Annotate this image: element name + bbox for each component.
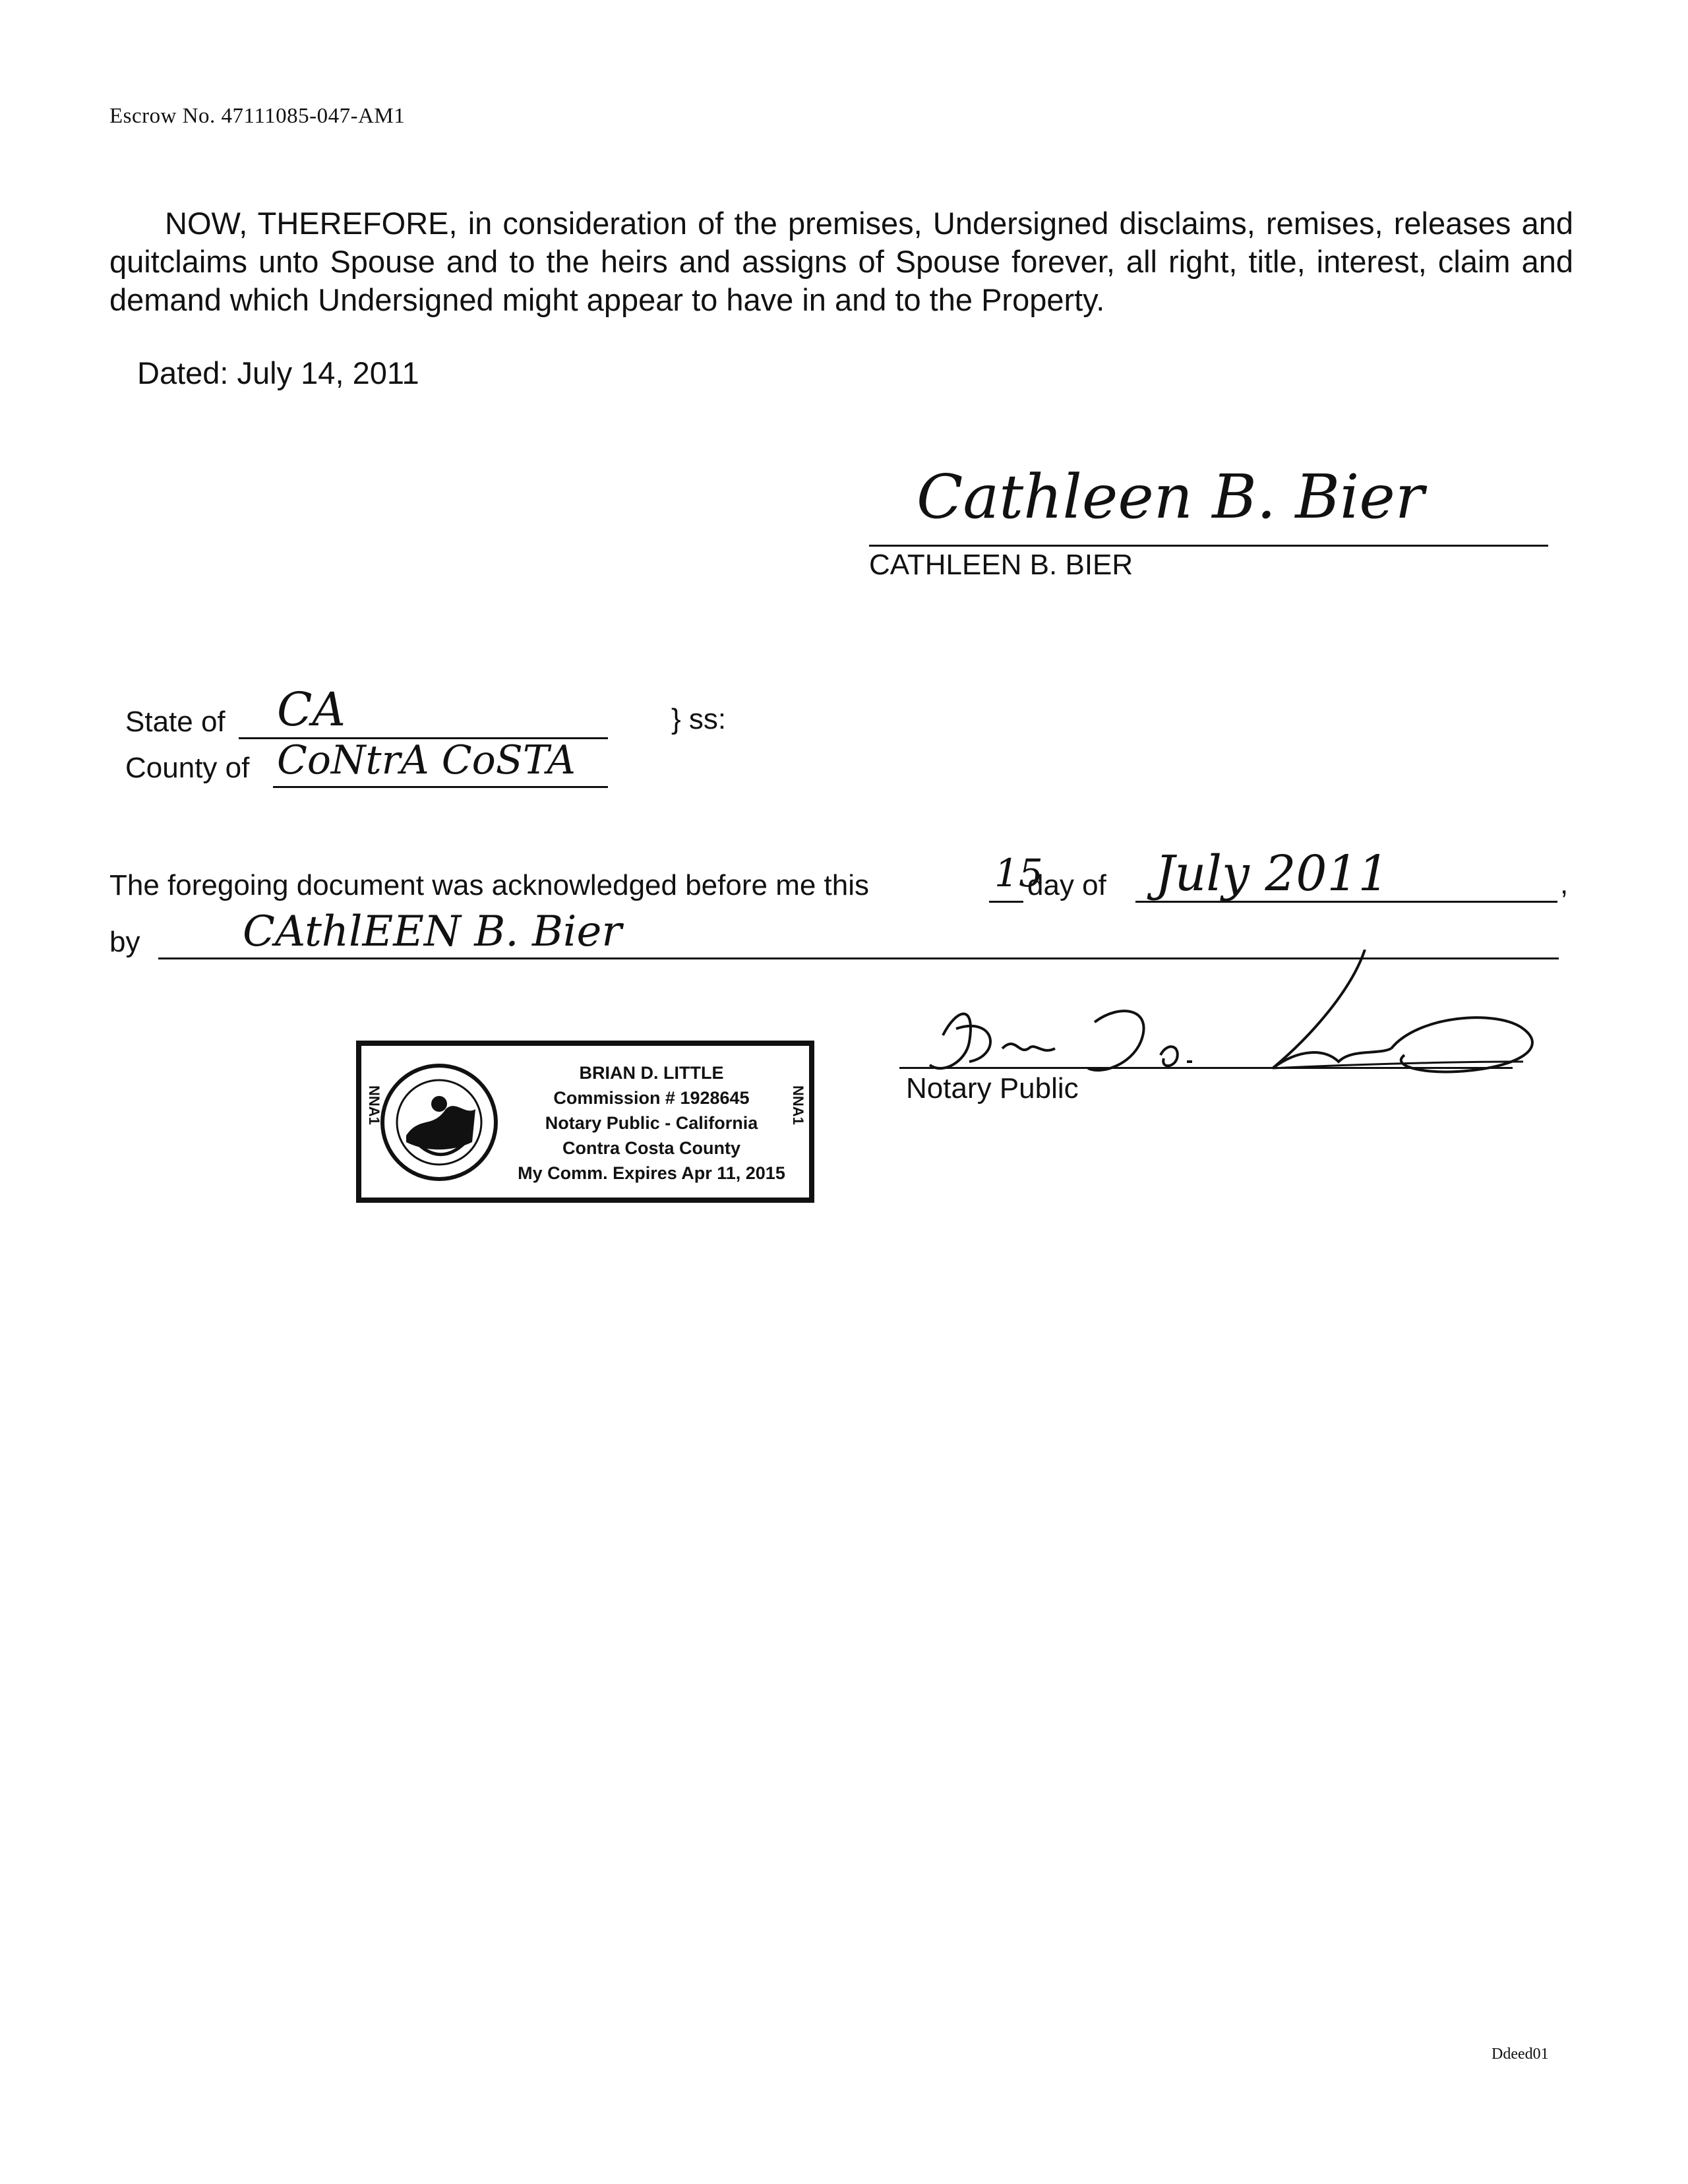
stamp-commission: Commission # 1928645 (553, 1088, 750, 1108)
notary-public-label: Notary Public (906, 1072, 1079, 1105)
notary-stamp (356, 1041, 814, 1203)
day-of-label: day of (1027, 869, 1106, 901)
stamp-notary-name: BRIAN D. LITTLE (579, 1063, 724, 1083)
signer-printed-name: CATHLEEN B. BIER (869, 549, 1133, 581)
state-value: CA (277, 682, 346, 737)
california-seal-icon (380, 1063, 498, 1182)
escrow-number: Escrow No. 47111085-047-AM1 (109, 104, 406, 128)
acknowledgment-text: The foregoing document was acknowledged before me this (109, 869, 870, 901)
paragraph-text: NOW, THEREFORE, in consideration of the premises, Undersigned disclaims, remises, releases and quitclaims unto Spouse and to the heirs and assigns of Spouse forever, all right, title, interest, claim and demand which Undersigned might appear to have in and to the Property. (109, 206, 1573, 317)
dated-line: Dated: July 14, 2011 (137, 355, 419, 390)
county-line (273, 786, 608, 788)
handwritten-signature: Cathleen B. Bier (917, 462, 1424, 532)
trailing-comma: , (1560, 868, 1569, 900)
stamp-county: Contra Costa County (562, 1138, 740, 1158)
document-code: Ddeed01 (1492, 2046, 1549, 2063)
stamp-side-code-right: NNA1 (790, 1085, 806, 1125)
acknowledgment-day: 15 (994, 851, 1043, 895)
stamp-expiration: My Comm. Expires Apr 11, 2015 (518, 1163, 785, 1183)
acknowledgment-month-year: July 2011 (1155, 845, 1389, 902)
month-year-line (1135, 901, 1557, 903)
county-label: County of (125, 752, 250, 784)
stamp-side-code-left: NNA1 (366, 1085, 382, 1125)
acknowledged-by-name: CAthlEEN B. Bier (243, 907, 622, 956)
ss-mark: } ss: (671, 703, 727, 735)
by-label: by (109, 926, 140, 958)
signature-line (869, 545, 1548, 547)
notary-signature-line (899, 1067, 1513, 1069)
stamp-title: Notary Public - California (545, 1113, 758, 1133)
day-line (989, 901, 1023, 903)
quitclaim-paragraph (109, 204, 1573, 319)
stamp-text (513, 1060, 790, 1186)
state-label: State of (125, 706, 226, 738)
county-value: CoNtrA CoSTA (277, 737, 576, 783)
